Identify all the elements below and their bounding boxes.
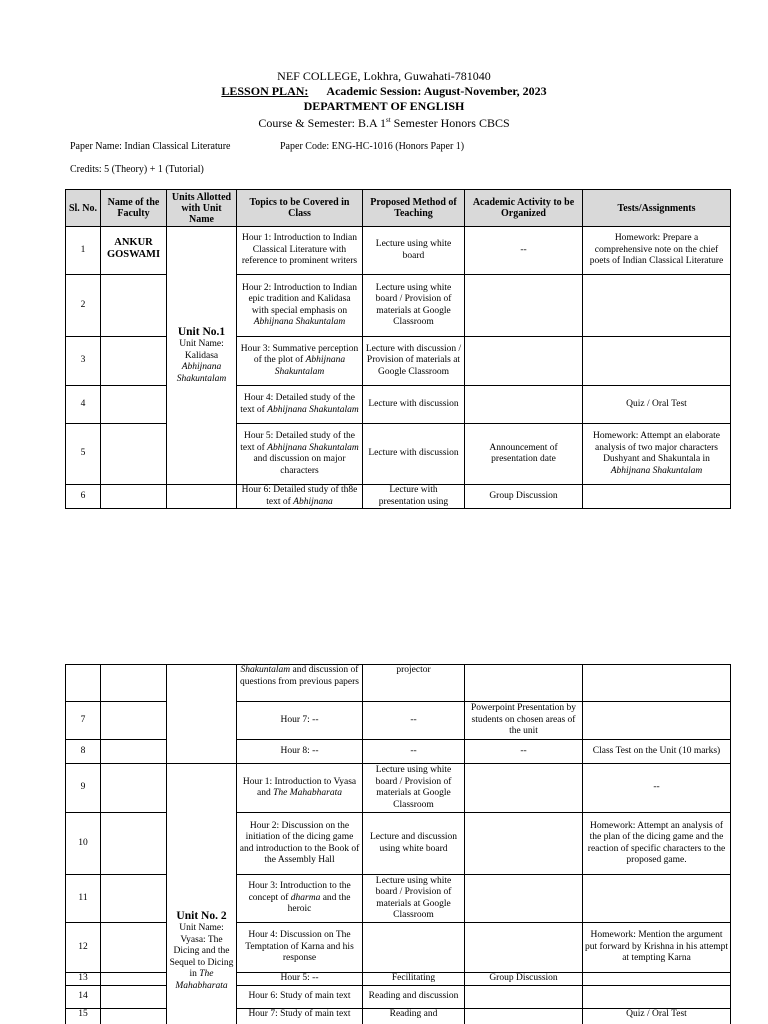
- topic-cell: Hour 1: Introduction to Vyasa and The Mahabharata: [237, 764, 363, 813]
- faculty-cell: [101, 702, 167, 740]
- sl-cell: [66, 665, 101, 702]
- test-cell: Homework: Mention the argument put forward by Krishna in his attempt at tempting Karna: [583, 923, 731, 973]
- table-header-row: [66, 190, 731, 227]
- department-name: DEPARTMENT OF ENGLISH: [303, 99, 465, 113]
- table-row: [66, 424, 731, 485]
- lesson-plan-table-page-2: [65, 664, 731, 1024]
- method-cell: --: [363, 702, 465, 740]
- unit-title: Unit No.1: [177, 326, 226, 338]
- unit-text-title: Abhijnana Shakuntalam: [176, 362, 227, 384]
- table-row: [66, 386, 731, 424]
- topic-cell: Hour 6: Detailed study of th8e text of Abhijnana: [237, 485, 363, 509]
- method-cell: Lecture with presentation using: [363, 485, 465, 509]
- sl-cell: 11: [66, 875, 101, 923]
- activity-cell: [465, 1009, 583, 1024]
- faculty-cell: [101, 275, 167, 337]
- topic-cell: Shakuntalam and discussion of questions from previous papers: [237, 665, 363, 702]
- topic-cell: Hour 3: Summative perception of the plot of Abhijnana Shakuntalam: [237, 337, 363, 386]
- academic-session: Academic Session: August-November, 2023: [326, 84, 547, 98]
- col-header: Proposed Method of Teaching: [363, 190, 465, 227]
- test-cell: [583, 485, 731, 509]
- sl-cell: 13: [66, 973, 101, 986]
- sl-cell: 8: [66, 740, 101, 764]
- test-cell: --: [583, 764, 731, 813]
- faculty-cell: [101, 337, 167, 386]
- paper-name: Paper Name: Indian Classical Literature: [70, 141, 231, 152]
- activity-cell: [465, 337, 583, 386]
- unit-cell: [167, 665, 237, 764]
- col-header: Units Allotted with Unit Name: [167, 190, 237, 227]
- method-cell: Fecilitating: [363, 973, 465, 986]
- activity-cell: --: [465, 227, 583, 275]
- method-cell: Lecture using white board: [363, 227, 465, 275]
- test-cell: Homework: Attempt an analysis of the plan of the dicing game and the reaction of specific characters to the proposed game.: [583, 813, 731, 875]
- method-cell: Reading and discussion: [363, 986, 465, 1009]
- faculty-cell: [101, 973, 167, 986]
- table-row: [66, 973, 731, 986]
- table-row: [66, 813, 731, 875]
- unit-title: Unit No. 2: [176, 910, 227, 922]
- topic-cell: Hour 7: --: [237, 702, 363, 740]
- table-row: [66, 275, 731, 337]
- table-row: [66, 986, 731, 1009]
- test-cell: [583, 275, 731, 337]
- table-row: [66, 485, 731, 509]
- faculty-cell: ANKUR GOSWAMI: [101, 227, 167, 275]
- activity-cell: Group Discussion: [465, 485, 583, 509]
- topic-cell: Hour 4: Detailed study of the text of Abhijnana Shakuntalam: [237, 386, 363, 424]
- method-cell: --: [363, 740, 465, 764]
- sl-cell: 15: [66, 1009, 101, 1024]
- sl-cell: 14: [66, 986, 101, 1009]
- activity-cell: [465, 386, 583, 424]
- topic-cell: Hour 8: --: [237, 740, 363, 764]
- table-row: [66, 665, 731, 702]
- activity-cell: [465, 813, 583, 875]
- topic-cell: Hour 7: Study of main text: [237, 1009, 363, 1024]
- sl-cell: 1: [66, 227, 101, 275]
- sl-cell: 9: [66, 764, 101, 813]
- test-cell: [583, 973, 731, 986]
- col-header: Academic Activity to be Organized: [465, 190, 583, 227]
- method-cell: Lecture with discussion / Provision of materials at Google Classroom: [363, 337, 465, 386]
- table-row: [66, 923, 731, 973]
- activity-cell: [465, 923, 583, 973]
- activity-cell: [465, 665, 583, 702]
- credits: Credits: 5 (Theory) + 1 (Tutorial): [70, 164, 204, 175]
- table-row: [66, 740, 731, 764]
- test-cell: [583, 986, 731, 1009]
- activity-cell: Powerpoint Presentation by students on chosen areas of the unit: [465, 702, 583, 740]
- table-row: [66, 337, 731, 386]
- topic-cell: Hour 6: Study of main text: [237, 986, 363, 1009]
- method-cell: Lecture and discussion using white board: [363, 813, 465, 875]
- activity-cell: [465, 875, 583, 923]
- faculty-cell: [101, 813, 167, 875]
- unit-cell: [167, 227, 237, 485]
- faculty-cell: [101, 386, 167, 424]
- test-cell: [583, 875, 731, 923]
- topic-cell: Hour 2: Introduction to Indian epic tradition and Kalidasa with special emphasis on Abhijnana Shakuntalam: [237, 275, 363, 337]
- faculty-cell: [101, 764, 167, 813]
- document-page-2: [0, 664, 768, 1024]
- table-row: [66, 764, 731, 813]
- faculty-cell: [101, 986, 167, 1009]
- topic-cell: Hour 5: Detailed study of the text of Abhijnana Shakuntalam and discussion on major characters: [237, 424, 363, 485]
- faculty-cell: [101, 665, 167, 702]
- sl-cell: 6: [66, 485, 101, 509]
- method-cell: [363, 923, 465, 973]
- test-cell: Class Test on the Unit (10 marks): [583, 740, 731, 764]
- method-cell: Lecture using white board / Provision of materials at Google Classroom: [363, 764, 465, 813]
- col-header: Tests/Assignments: [583, 190, 731, 227]
- activity-cell: --: [465, 740, 583, 764]
- table-row: [66, 1009, 731, 1024]
- topic-cell: Hour 4: Discussion on The Temptation of Karna and his response: [237, 923, 363, 973]
- method-cell: projector: [363, 665, 465, 702]
- test-cell: Homework: Prepare a comprehensive note on the chief poets of Indian Classical Literature: [583, 227, 731, 275]
- activity-cell: [465, 275, 583, 337]
- unit-cell: [167, 764, 237, 1024]
- faculty-cell: [101, 1009, 167, 1024]
- unit-name: Unit Name: Vyasa: The Dicing and the Sequel to Dicing in: [169, 923, 234, 979]
- test-cell: Quiz / Oral Test: [583, 1009, 731, 1024]
- sl-cell: 2: [66, 275, 101, 337]
- activity-cell: [465, 986, 583, 1009]
- sl-cell: 7: [66, 702, 101, 740]
- sl-cell: 12: [66, 923, 101, 973]
- faculty-cell: [101, 875, 167, 923]
- table-row: [66, 702, 731, 740]
- col-header: Name of the Faculty: [101, 190, 167, 227]
- method-cell: Reading and: [363, 1009, 465, 1024]
- col-header: Sl. No.: [66, 190, 101, 227]
- test-cell: Quiz / Oral Test: [583, 386, 731, 424]
- topic-cell: Hour 1: Introduction to Indian Classical Literature with reference to prominent writers: [237, 227, 363, 275]
- sl-cell: 10: [66, 813, 101, 875]
- method-cell: Lecture using white board / Provision of materials at Google Classroom: [363, 875, 465, 923]
- faculty-cell: [101, 424, 167, 485]
- faculty-cell: [101, 923, 167, 973]
- method-cell: Lecture with discussion: [363, 424, 465, 485]
- course-semester: Course & Semester: B.A 1st Semester Honors CBCS: [258, 116, 510, 130]
- college-name: NEF COLLEGE, Lokhra, Guwahati-781040: [277, 69, 491, 83]
- table-row: [66, 875, 731, 923]
- activity-cell: [465, 764, 583, 813]
- test-cell: Homework: Attempt an elaborate analysis of two major characters Dushyant and Shakuntala in Abhijnana Shakuntalam: [583, 424, 731, 485]
- unit-cell: [167, 485, 237, 509]
- test-cell: [583, 702, 731, 740]
- unit-text-title: The Mahabharata: [175, 969, 228, 991]
- faculty-cell: [101, 740, 167, 764]
- method-cell: Lecture using white board / Provision of materials at Google Classroom: [363, 275, 465, 337]
- table-row: [66, 227, 731, 275]
- test-cell: [583, 337, 731, 386]
- activity-cell: Group Discussion: [465, 973, 583, 986]
- lesson-plan-label: LESSON PLAN:: [221, 84, 309, 98]
- topic-cell: Hour 5: --: [237, 973, 363, 986]
- sl-cell: 5: [66, 424, 101, 485]
- lesson-plan-table-page-1: [65, 189, 731, 509]
- lesson-plan-heading: [0, 84, 768, 98]
- activity-cell: Announcement of presentation date: [465, 424, 583, 485]
- sl-cell: 4: [66, 386, 101, 424]
- unit-name: Unit Name: Kalidasa: [179, 339, 224, 361]
- sl-cell: 3: [66, 337, 101, 386]
- test-cell: [583, 665, 731, 702]
- col-header: Topics to be Covered in Class: [237, 190, 363, 227]
- topic-cell: Hour 3: Introduction to the concept of dharma and the heroic: [237, 875, 363, 923]
- faculty-cell: [101, 485, 167, 509]
- page-gap: [0, 560, 768, 664]
- topic-cell: Hour 2: Discussion on the initiation of the dicing game and introduction to the Book of the Assembly Hall: [237, 813, 363, 875]
- paper-code: Paper Code: ENG-HC-1016 (Honors Paper 1): [280, 141, 465, 152]
- method-cell: Lecture with discussion: [363, 386, 465, 424]
